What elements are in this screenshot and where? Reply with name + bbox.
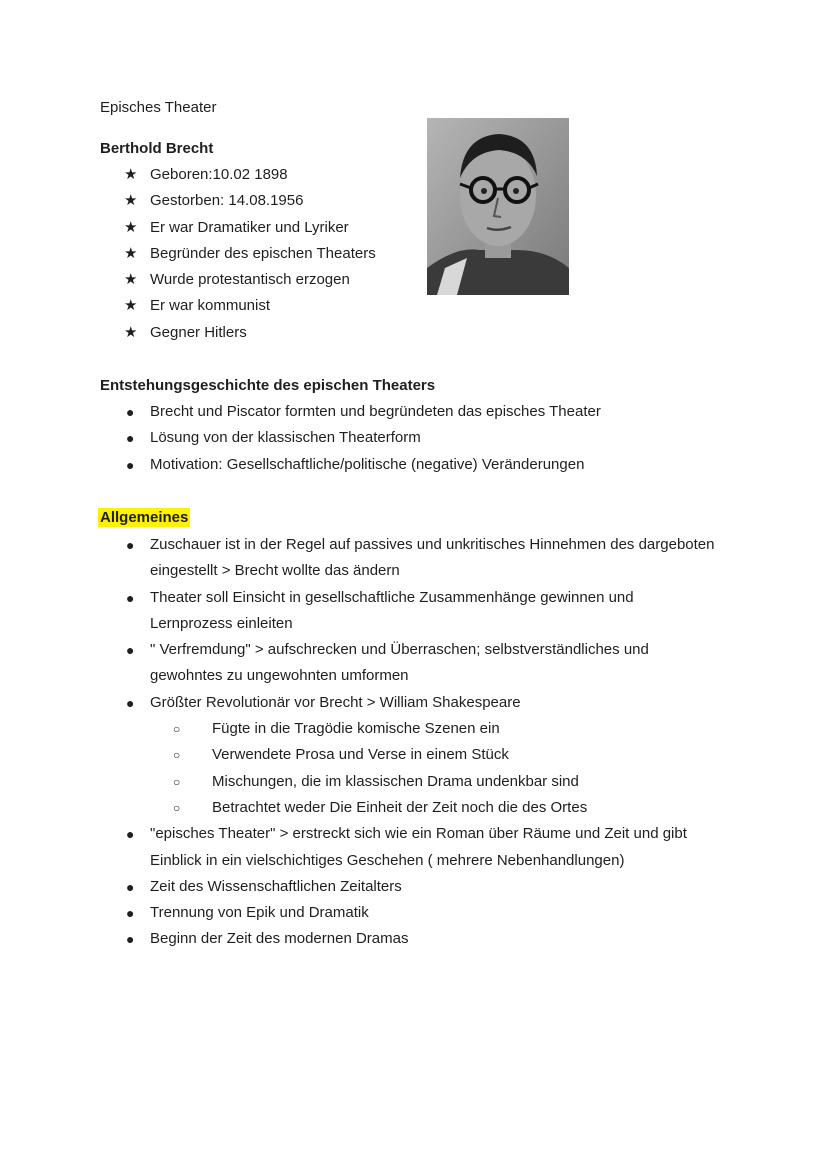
star-icon: ★	[124, 271, 138, 289]
highlighted-heading-text: Allgemeines	[100, 509, 189, 526]
bullet-icon: ●	[126, 642, 135, 659]
bullet-icon: ●	[126, 905, 135, 922]
brecht-portrait-photo	[427, 118, 569, 295]
list-item: ★ Er war kommunist	[100, 293, 376, 319]
bullet-icon: ●	[126, 589, 135, 606]
brecht-heading: Berthold Brecht	[100, 140, 214, 157]
list-item: ★ Er war Dramatiker und Lyriker	[100, 215, 376, 241]
list-item-continuation: gewohntes zu ungewohnten umformen	[150, 667, 409, 685]
sub-list-item: ○ Fügte in die Tragödie komische Szenen ein	[100, 716, 715, 742]
allgemeines-heading	[100, 509, 190, 526]
list-item: ★ Gegner Hitlers	[100, 320, 376, 346]
star-icon: ★	[124, 297, 138, 315]
list-item: ● Lösung von der klassischen Theaterform	[100, 425, 601, 451]
sub-list-item: ○ Verwendete Prosa und Verse in einem Stück	[100, 742, 715, 768]
circle-bullet-icon: ○	[173, 774, 181, 789]
list-item: ● Trennung von Epik und Dramatik	[100, 900, 715, 926]
list-item: ● Zuschauer ist in der Regel auf passives und unkritisches Hinnehmen des dargeboten	[100, 532, 715, 558]
portrait-illustration	[427, 118, 569, 295]
star-icon: ★	[124, 323, 138, 341]
bullet-icon: ●	[126, 878, 135, 895]
brecht-facts-list	[100, 162, 376, 346]
star-icon: ★	[124, 218, 138, 236]
bullet-icon: ●	[126, 694, 135, 711]
list-item-continuation: eingestellt > Brecht wollte das ändern	[150, 562, 400, 580]
sub-list-item: ○ Betrachtet weder Die Einheit der Zeit noch die des Ortes	[100, 795, 715, 821]
list-item: ★ Gestorben: 14.08.1956	[100, 188, 376, 214]
circle-bullet-icon: ○	[173, 748, 181, 763]
list-item: ● Theater soll Einsicht in gesellschaftliche Zusammenhänge gewinnen und	[100, 585, 715, 611]
star-icon: ★	[124, 244, 138, 262]
list-item: ● " Verfremdung" > aufschrecken und Überraschen; selbstverständliches und	[100, 637, 715, 663]
circle-bullet-icon: ○	[173, 800, 181, 815]
allgemeines-list	[100, 532, 715, 953]
bullet-icon: ●	[126, 931, 135, 948]
list-item-continuation: Einblick in ein vielschichtiges Geschehen ( mehrere Nebenhandlungen)	[150, 851, 625, 869]
list-item: ● Beginn der Zeit des modernen Dramas	[100, 926, 715, 952]
list-item: ★ Geboren:10.02 1898	[100, 162, 376, 188]
list-item: ● Motivation: Gesellschaftliche/politische (negative) Veränderungen	[100, 452, 601, 478]
star-icon: ★	[124, 166, 138, 183]
circle-bullet-icon: ○	[173, 722, 181, 737]
entstehung-heading: Entstehungsgeschichte des epischen Theaters	[100, 377, 436, 394]
list-item: ● Größter Revolutionär vor Brecht > William Shakespeare	[100, 690, 715, 716]
list-item: ★ Wurde protestantisch erzogen	[100, 267, 376, 293]
document-title: Episches Theater	[100, 99, 217, 116]
list-item-continuation: Lernprozess einleiten	[150, 614, 293, 632]
list-item: ● Brecht und Piscator formten und begründeten das episches Theater	[100, 399, 601, 425]
bullet-icon: ●	[126, 430, 135, 447]
bullet-icon: ●	[126, 537, 135, 553]
star-icon: ★	[124, 192, 138, 210]
list-item: ● Zeit des Wissenschaftlichen Zeitalters	[100, 874, 715, 900]
entstehung-list	[100, 399, 601, 478]
list-item: ★ Begründer des epischen Theaters	[100, 241, 376, 267]
sub-list-item: ○ Mischungen, die im klassischen Drama undenkbar sind	[100, 769, 715, 795]
bullet-icon: ●	[126, 404, 135, 420]
bullet-icon: ●	[126, 826, 135, 843]
bullet-icon: ●	[126, 456, 135, 473]
list-item: ● "episches Theater" > erstreckt sich wie ein Roman über Räume und Zeit und gibt	[100, 821, 715, 847]
